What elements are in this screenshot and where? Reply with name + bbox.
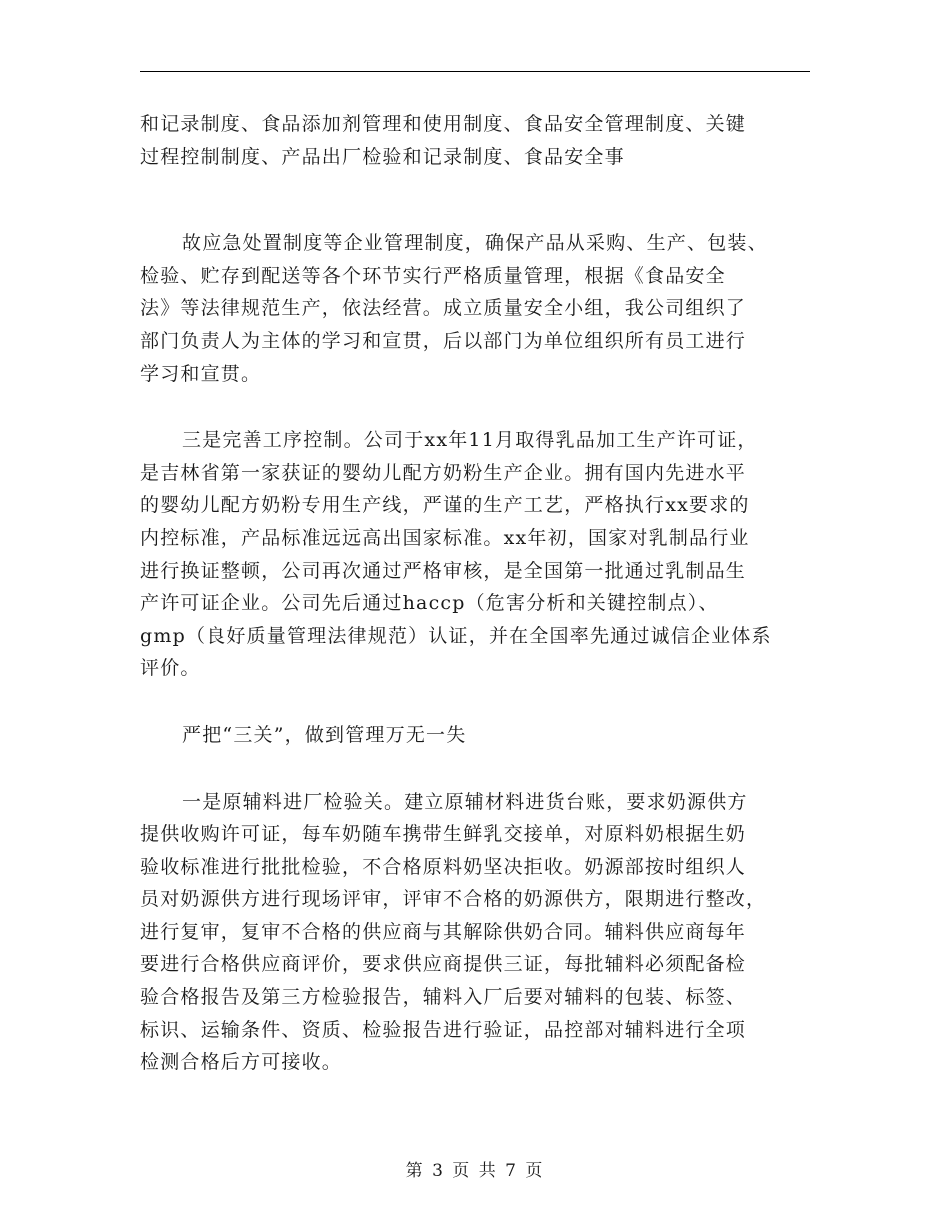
text-line: 法》等法律规范生产，依法经营。成立质量安全小组，我公司组织了: [140, 297, 747, 320]
text-line: 进行换证整顿，公司再次通过严格审核，是全国第一批通过乳制品生: [140, 559, 747, 582]
text-line: 要进行合格供应商评价，要求供应商提供三证，每批辅料必须配备检: [140, 953, 747, 976]
text-line: 标识、运输条件、资质、检验报告进行验证，品控部对辅料进行全项: [140, 1018, 747, 1041]
text-line: 提供收购许可证，每车奶随车携带生鲜乳交接单，对原料奶根据生奶: [140, 823, 747, 846]
document-body: [140, 108, 820, 1079]
text-line: 进行复审，复审不合格的供应商与其解除供奶合同。辅料供应商每年: [140, 920, 747, 943]
section-heading: [140, 719, 820, 752]
paragraph: [140, 227, 820, 390]
text-line: 评价。: [140, 657, 201, 680]
text-line: 故应急处置制度等企业管理制度，确保产品从采购、生产、包装、: [182, 232, 768, 255]
text-line: 产许可证企业。公司先后通过haccp（危害分析和关键控制点）、: [140, 592, 719, 615]
text-line: 验收标准进行批批检验，不合格原料奶坚决拒收。奶源部按时组织人: [140, 855, 747, 878]
paragraph: [140, 786, 820, 1079]
text-line: 检验、贮存到配送等各个环节实行严格质量管理，根据《食品安全: [140, 264, 726, 287]
text-line: 的婴幼儿配方奶粉专用生产线，严谨的生产工艺，严格执行xx要求的: [140, 494, 750, 517]
text-line: 学习和宣贯。: [140, 362, 262, 385]
text-line: 过程控制制度、产品出厂检验和记录制度、食品安全事: [140, 145, 625, 168]
text-line: 一是原辅料进厂检验关。建立原辅材料进货台账，要求奶源供方: [182, 790, 748, 813]
text-line: 验合格报告及第三方检验报告，辅料入厂后要对辅料的包装、标签、: [140, 986, 747, 1009]
header-rule: [140, 71, 810, 72]
text-line: 和记录制度、食品添加剂管理和使用制度、食品安全管理制度、关键: [140, 113, 747, 135]
text-line: 严把“三关”，做到管理万无一失: [182, 723, 467, 746]
paragraph: [140, 424, 820, 685]
text-line: 内控标准，产品标准远远高出国家标准。xx年初，国家对乳制品行业: [140, 526, 750, 549]
page-number: 第 3 页 共 7 页: [405, 1161, 545, 1181]
paragraph: [140, 108, 820, 173]
text-line: 三是完善工序控制。公司于xx年11月取得乳品加工生产许可证，: [182, 429, 758, 452]
text-line: 员对奶源供方进行现场评审，评审不合格的奶源供方，限期进行整改，: [140, 888, 767, 911]
text-line: 检测合格后方可接收。: [140, 1051, 343, 1074]
text-line: 是吉林省第一家获证的婴幼儿配方奶粉生产企业。拥有国内先进水平: [140, 461, 747, 484]
text-line: gmp（良好质量管理法律规范）认证，并在全国率先通过诚信企业体系: [140, 624, 772, 647]
text-line: 部门负责人为主体的学习和宣贯，后以部门为单位组织所有员工进行: [140, 329, 747, 352]
